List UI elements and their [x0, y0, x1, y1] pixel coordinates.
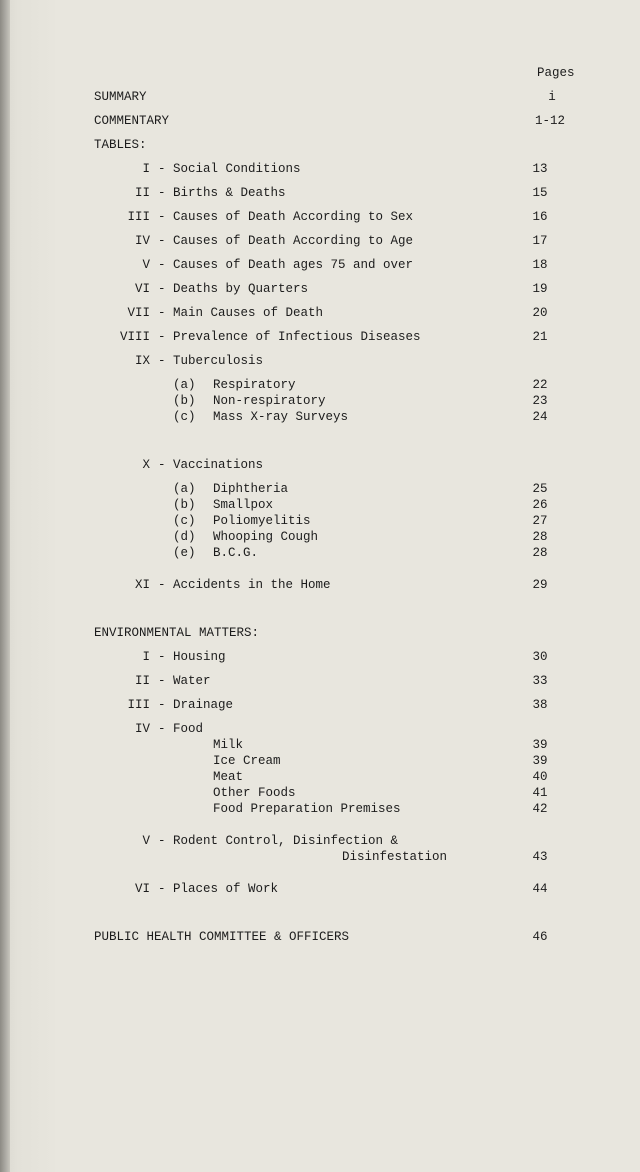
table-number: VI — [134, 282, 150, 296]
env-number: VI — [134, 882, 150, 896]
table-number: XI — [134, 578, 150, 592]
env-number: II — [134, 674, 150, 688]
table-page: 29 — [532, 578, 548, 592]
table-title: Deaths by Quarters — [173, 282, 309, 296]
env-title: Rodent Control, Disinfection & — [173, 834, 399, 848]
table-page: 17 — [532, 234, 548, 248]
table-dash: - — [158, 458, 166, 472]
food-sub-page: 41 — [532, 786, 548, 800]
table-dash: - — [158, 186, 166, 200]
food-sub-title: Food Preparation Premises — [213, 802, 401, 816]
sub-page: 28 — [532, 530, 548, 544]
toc-entry-title: COMMENTARY — [94, 114, 170, 128]
table-page: 19 — [532, 282, 548, 296]
env-dash: - — [158, 650, 166, 664]
env-title: Drainage — [173, 698, 234, 712]
env-dash: - — [158, 834, 166, 848]
table-dash: - — [158, 210, 166, 224]
public-health-entry-page: 46 — [532, 930, 548, 944]
env-dash: - — [158, 882, 166, 896]
env-title: Water — [173, 674, 211, 688]
sub-letter: (d) — [173, 530, 196, 544]
table-title: Accidents in the Home — [173, 578, 331, 592]
table-number: X — [142, 458, 150, 472]
table-dash: - — [158, 306, 166, 320]
env-dash: - — [158, 722, 166, 736]
table-dash: - — [158, 330, 166, 344]
table-number: II — [134, 186, 150, 200]
table-dash: - — [158, 282, 166, 296]
sub-letter: (b) — [173, 498, 196, 512]
food-sub-page: 39 — [532, 754, 548, 768]
env-page: 33 — [532, 674, 548, 688]
env-page: 44 — [532, 882, 548, 896]
sub-letter: (a) — [173, 482, 196, 496]
sub-letter: (b) — [173, 394, 196, 408]
env-dash: - — [158, 674, 166, 688]
toc-entry-page: 1-12 — [534, 114, 565, 128]
env-page: 38 — [532, 698, 548, 712]
table-title: Prevalence of Infectious Diseases — [173, 330, 421, 344]
food-sub-page: 42 — [532, 802, 548, 816]
sub-page: 26 — [532, 498, 548, 512]
sub-title: Smallpox — [213, 498, 274, 512]
env-page: 43 — [532, 850, 548, 864]
page-binding-edge — [0, 0, 10, 1172]
food-sub-title: Meat — [213, 770, 244, 784]
sub-letter: (c) — [173, 514, 196, 528]
table-number: IX — [134, 354, 150, 368]
sub-page: 22 — [532, 378, 548, 392]
public-health-entry-title: PUBLIC HEALTH COMMITTEE & OFFICERS — [94, 930, 350, 944]
sub-page: 24 — [532, 410, 548, 424]
food-sub-title: Other Foods — [213, 786, 296, 800]
table-title: Social Conditions — [173, 162, 301, 176]
sub-page: 27 — [532, 514, 548, 528]
table-dash: - — [158, 162, 166, 176]
env-dash: - — [158, 698, 166, 712]
sub-title: Non-respiratory — [213, 394, 326, 408]
food-sub-page: 39 — [532, 738, 548, 752]
table-number: VIII — [119, 330, 150, 344]
env-number: I — [142, 650, 150, 664]
sub-letter: (e) — [173, 546, 196, 560]
table-title: Births & Deaths — [173, 186, 286, 200]
env-number: IV — [134, 722, 150, 736]
food-sub-page: 40 — [532, 770, 548, 784]
sub-letter: (c) — [173, 410, 196, 424]
table-page: 13 — [532, 162, 548, 176]
env-page: 30 — [532, 650, 548, 664]
table-number: VII — [127, 306, 150, 320]
toc-entry-title: SUMMARY — [94, 90, 147, 104]
env-title: Food — [173, 722, 204, 736]
table-dash: - — [158, 354, 166, 368]
env-number: III — [127, 698, 150, 712]
table-title: Vaccinations — [173, 458, 264, 472]
table-title: Tuberculosis — [173, 354, 264, 368]
sub-title: Diphtheria — [213, 482, 289, 496]
table-page: 18 — [532, 258, 548, 272]
tables-heading: TABLES: — [94, 138, 147, 152]
table-number: III — [127, 210, 150, 224]
sub-title: Mass X-ray Surveys — [213, 410, 349, 424]
table-title: Causes of Death According to Sex — [173, 210, 414, 224]
table-page: 15 — [532, 186, 548, 200]
table-title: Main Causes of Death — [173, 306, 324, 320]
table-page: 21 — [532, 330, 548, 344]
sub-page: 25 — [532, 482, 548, 496]
sub-title: B.C.G. — [213, 546, 259, 560]
table-dash: - — [158, 234, 166, 248]
table-dash: - — [158, 578, 166, 592]
sub-title: Whooping Cough — [213, 530, 319, 544]
sub-page: 28 — [532, 546, 548, 560]
table-title: Causes of Death According to Age — [173, 234, 414, 248]
food-sub-title: Milk — [213, 738, 244, 752]
table-number: I — [142, 162, 150, 176]
sub-letter: (a) — [173, 378, 196, 392]
toc-entry-page: i — [548, 90, 556, 104]
sub-title: Poliomyelitis — [213, 514, 311, 528]
table-number: V — [142, 258, 150, 272]
sub-page: 23 — [532, 394, 548, 408]
env-title-continuation: Disinfestation — [342, 850, 448, 864]
pages-column-label: Pages — [537, 66, 575, 80]
table-page: 20 — [532, 306, 548, 320]
env-title: Places of Work — [173, 882, 279, 896]
sub-title: Respiratory — [213, 378, 296, 392]
environmental-heading: ENVIRONMENTAL MATTERS: — [94, 626, 260, 640]
table-page: 16 — [532, 210, 548, 224]
env-title: Housing — [173, 650, 226, 664]
table-number: IV — [134, 234, 150, 248]
table-dash: - — [158, 258, 166, 272]
env-number: V — [142, 834, 150, 848]
table-title: Causes of Death ages 75 and over — [173, 258, 414, 272]
food-sub-title: Ice Cream — [213, 754, 281, 768]
